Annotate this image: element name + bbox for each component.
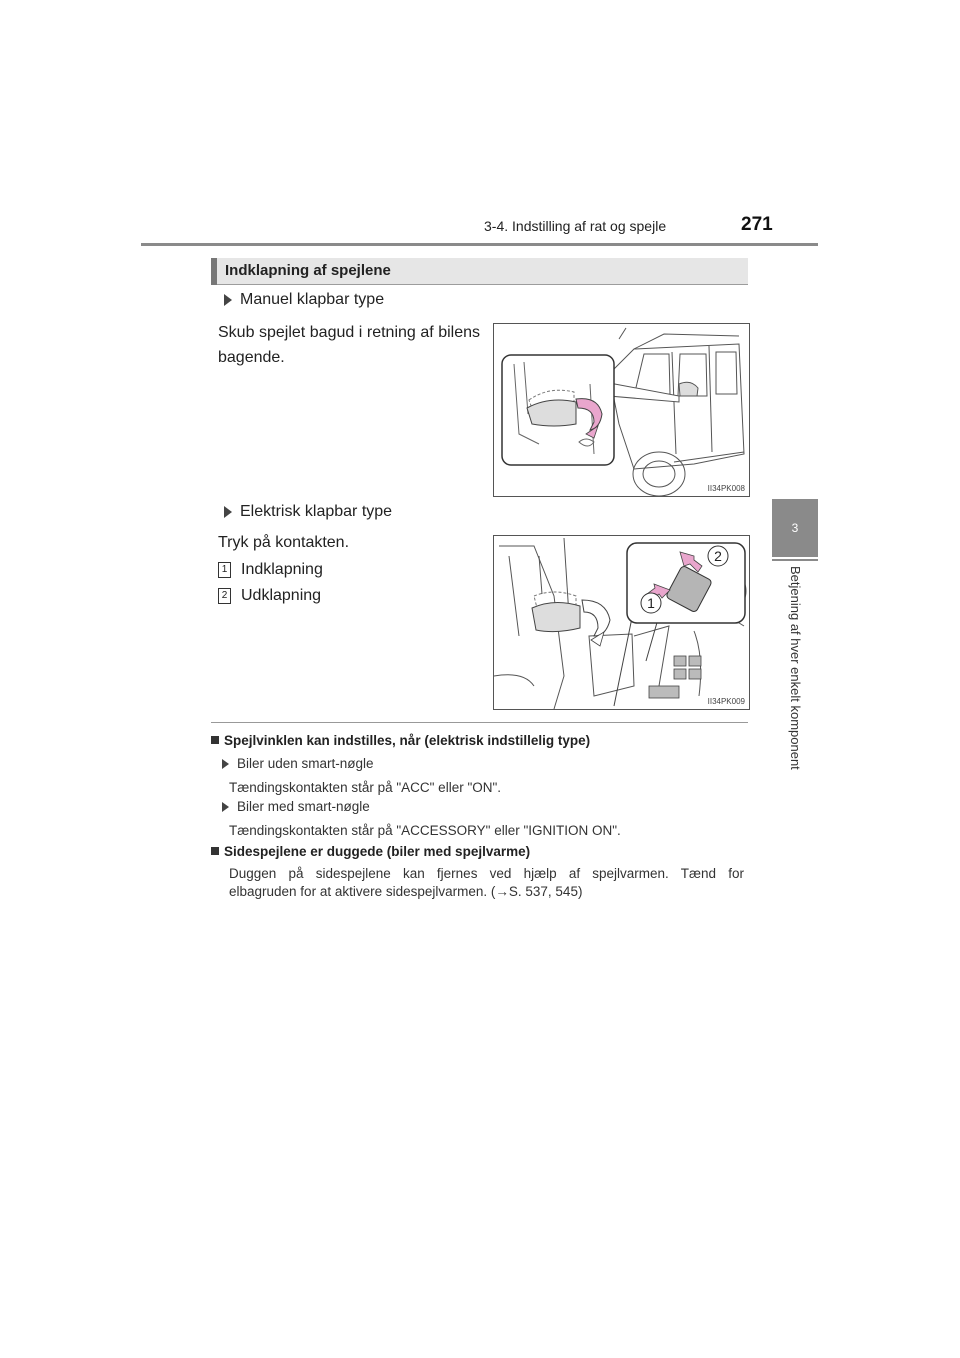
electric-mirror-illustration (494, 536, 749, 709)
chapter-tab-divider (772, 559, 818, 561)
manual-heading-row (224, 291, 384, 309)
manual-mirror-figure (493, 323, 750, 497)
note-fog-text: elbagruden for at aktivere sidespejlvarmen. ( (229, 884, 496, 899)
note-case-2-text: Tændingskontakten står på "ACCESSORY" eller "IGNITION ON". (229, 823, 621, 838)
electric-heading: Elektrisk klapbar type (240, 503, 393, 520)
note-heading-angle (211, 733, 590, 748)
bullet-arrow-icon (222, 802, 229, 812)
note-case-2-heading: Biler med smart-nøgle (237, 799, 370, 814)
manual-figure-label: II34PK008 (707, 484, 745, 493)
electric-mirror-figure (493, 535, 750, 710)
note-angle-heading: Spejlvinklen kan indstilles, når (elektrisk indstillelig type) (224, 733, 591, 748)
note-heading-fog (211, 844, 530, 859)
manual-heading: Manuel klapbar type (240, 291, 385, 308)
note-fog-line2 (229, 883, 582, 900)
square-bullet-icon (211, 736, 219, 744)
section-title-bar (211, 258, 748, 285)
bullet-arrow-icon (224, 506, 232, 518)
section-title-accent (211, 258, 217, 285)
chapter-tab (772, 499, 818, 557)
list-item (218, 583, 321, 608)
bullet-arrow-icon (222, 759, 229, 769)
list-item (218, 557, 323, 582)
header-divider (141, 243, 818, 246)
chapter-title: Betjening af hver enkelt komponent (788, 566, 803, 770)
note-case-heading (222, 756, 374, 771)
electric-heading-row (224, 503, 392, 521)
page-reference: S. 537, 545) (508, 884, 583, 899)
bullet-arrow-icon (224, 294, 232, 306)
reference-arrow-icon: → (495, 884, 509, 899)
note-case-1-text: Tændingskontakten står på "ACC" eller "ON". (229, 780, 502, 795)
electric-figure-label: II34PK009 (707, 697, 745, 706)
section-divider (211, 722, 748, 723)
manual-mirror-illustration (494, 324, 749, 496)
item-label: Indklapning (241, 561, 323, 578)
section-title: Indklapning af spejlene (225, 262, 391, 279)
item-label: Udklapning (241, 587, 322, 604)
square-bullet-icon (211, 847, 219, 855)
callout-1-label: 1 (647, 595, 655, 611)
item-number-badge: 2 (218, 588, 231, 604)
page-number: 271 (741, 214, 773, 235)
note-fog-line1: Duggen på sidespejlene kan fjernes ved hjælp af spejlvarmen. Tænd for (229, 866, 744, 881)
note-case-heading (222, 799, 370, 814)
header-section-title: 3-4. Indstilling af rat og spejle (484, 218, 667, 234)
callout-2-label: 2 (714, 548, 722, 564)
item-number-badge: 1 (218, 562, 231, 578)
chapter-number: 3 (791, 521, 799, 535)
note-fog-heading: Sidespejlene er duggede (biler med spejlvarme) (224, 844, 531, 859)
note-case-1-heading: Biler uden smart-nøgle (237, 756, 374, 771)
manual-instruction: Skub spejlet bagud i retning af bilens bagende. (218, 324, 480, 366)
electric-instruction: Tryk på kontakten. (218, 534, 350, 551)
